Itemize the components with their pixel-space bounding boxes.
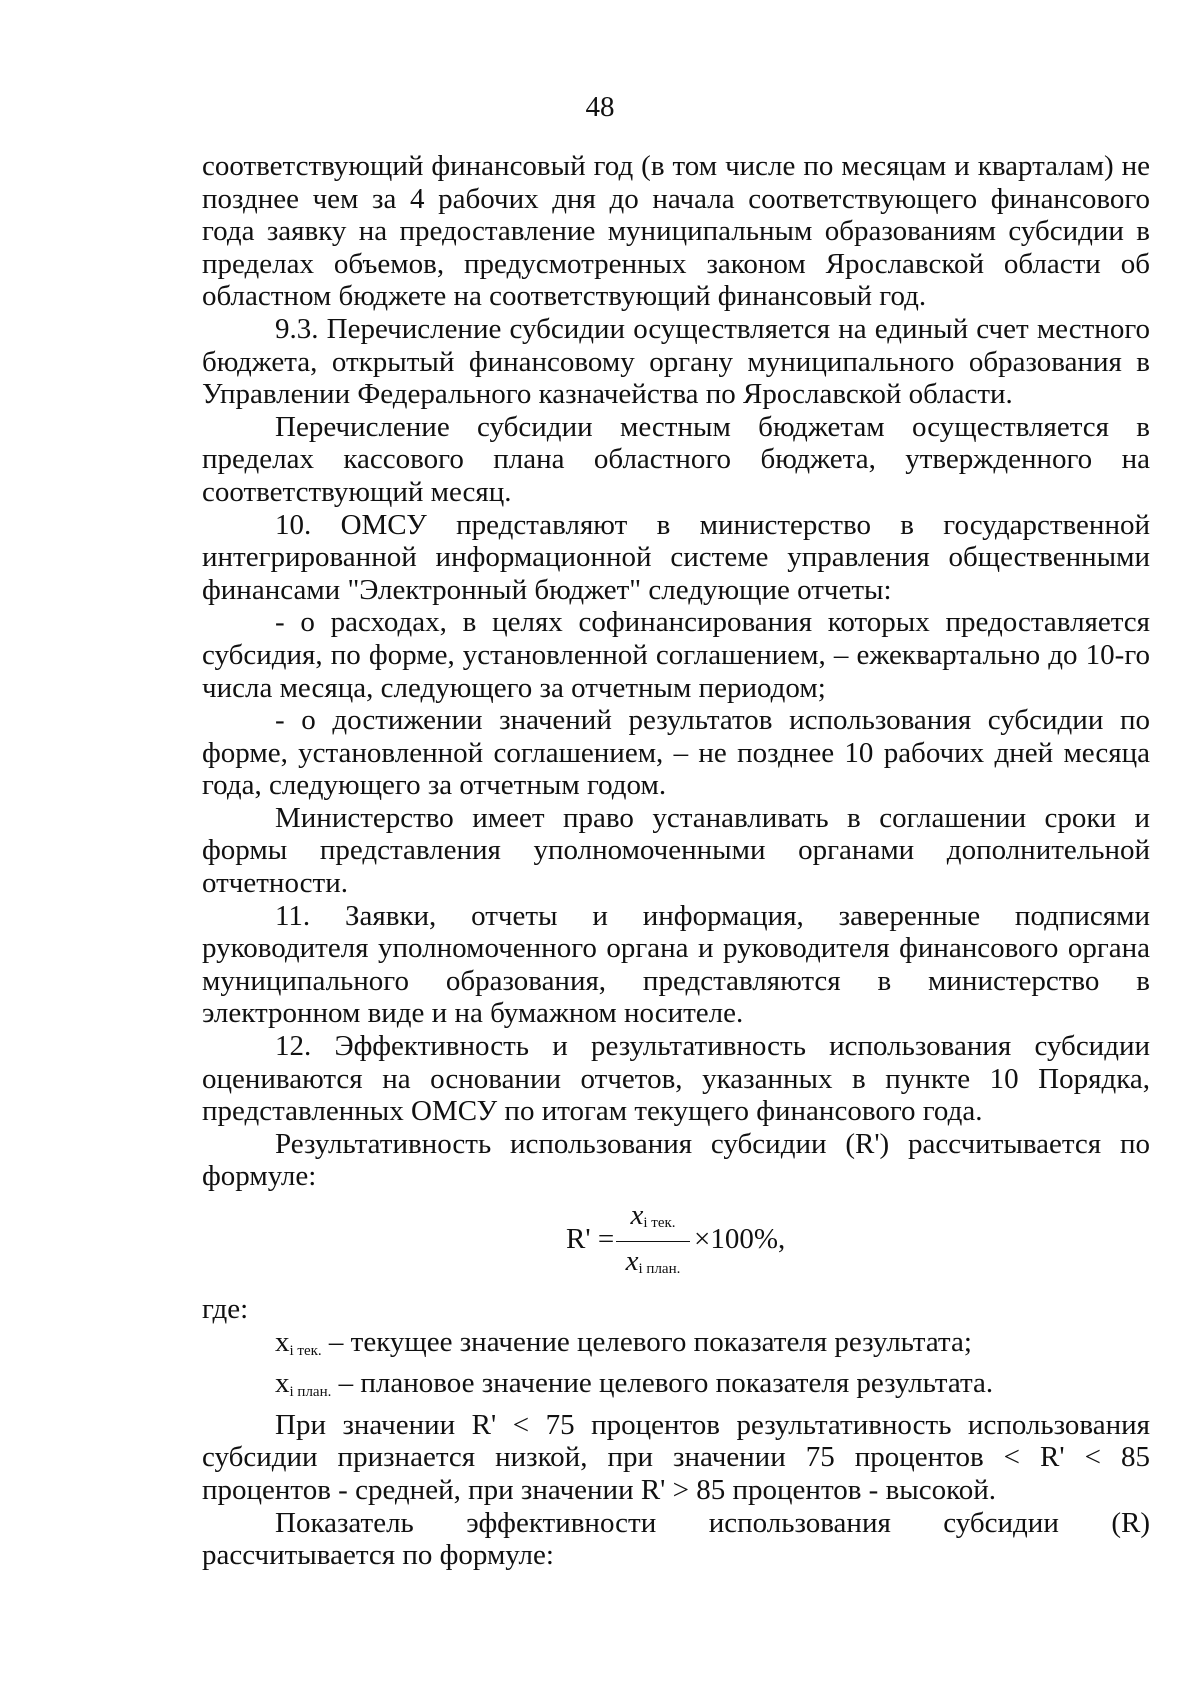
- paragraph-expense-report: - о расходах, в целях софинансирования которых предоставляется субсидия, по форме, установленной соглашением, – ежеквартально до 10-го числа месяца, следующего за отчетным периодом;: [202, 606, 1150, 704]
- formula-denominator: $x_{i план.}$: [625, 1245, 681, 1277]
- definition-current-value: xi тек. – текущее значение целевого показателя результата;: [275, 1325, 972, 1359]
- definition-planned-value: xi план. – плановое значение целевого показателя результата.: [275, 1367, 994, 1401]
- formula-numerator: $x_{i тек.}$: [630, 1199, 676, 1231]
- paragraph-9-3: 9.3. Перечисление субсидии осуществляется на единый счет местного бюджета, открытый финансовому органу муниципального образования в Управлении Федерального казначейства по Ярославской области.: [202, 312, 1150, 411]
- paragraph-ministry-right: Министерство имеет право устанавливать в соглашении сроки и формы представления уполномоченными органами дополнительной отчетности.: [202, 801, 1150, 900]
- formula-rhs: ×100%,: [694, 1223, 786, 1255]
- formula-lhs: R' =: [566, 1223, 615, 1255]
- paragraph-effectiveness-formula-intro: Результативность использования субсидии (R') рассчитывается по формуле:: [202, 1127, 1150, 1193]
- paragraph-efficiency-formula-intro: Показатель эффективности использования субсидии (R) рассчитывается по формуле:: [202, 1506, 1150, 1572]
- paragraph-continuation: соответствующий финансовый год (в том числе по месяцам и кварталам) не позднее чем за 4 рабочих дня до начала соответствующего финансового года заявку на предоставление муниципальным образованиям субсидии в пределах объемов, предусмотренных законом Ярославской области об областном бюджете на соответствующий финансовый год.: [202, 150, 1150, 313]
- formula-fraction: [616, 1199, 690, 1286]
- paragraph-results-report: - о достижении значений результатов использования субсидии по форме, установленной соглашением, – не позднее 10 рабочих дней месяца года, следующего за отчетным годом.: [202, 704, 1150, 802]
- paragraph-11: 11. Заявки, отчеты и информация, заверенные подписями руководителя уполномоченного органа и руководителя финансового органа муниципального образования, представляются в министерство в электронном виде и на бумажном носителе.: [202, 899, 1150, 1030]
- where-label: где:: [202, 1293, 249, 1325]
- fraction-bar: [616, 1241, 690, 1242]
- paragraph-result-levels: При значении R' < 75 процентов результативность использования субсидии признается низкой, при значении 75 процентов < R' < 85 процентов - средней, при значении R' > 85 процентов - высокой.: [202, 1408, 1150, 1506]
- page-number: 48: [585, 91, 615, 123]
- document-body: [202, 150, 1150, 1572]
- effectiveness-formula: [202, 1199, 1150, 1289]
- paragraph-12: 12. Эффективность и результативность использования субсидии оцениваются на основании отчетов, указанных в пункте 10 Порядка, представленных ОМСУ по итогам текущего финансового года.: [202, 1030, 1150, 1128]
- paragraph-10: 10. ОМСУ представляют в министерство в государственной интегрированной информационной системе управления общественными финансами "Электронный бюджет" следующие отчеты:: [202, 508, 1150, 606]
- paragraph-transfer-limits: Перечисление субсидии местным бюджетам осуществляется в пределах кассового плана областного бюджета, утвержденного на соответствующий месяц.: [202, 410, 1150, 508]
